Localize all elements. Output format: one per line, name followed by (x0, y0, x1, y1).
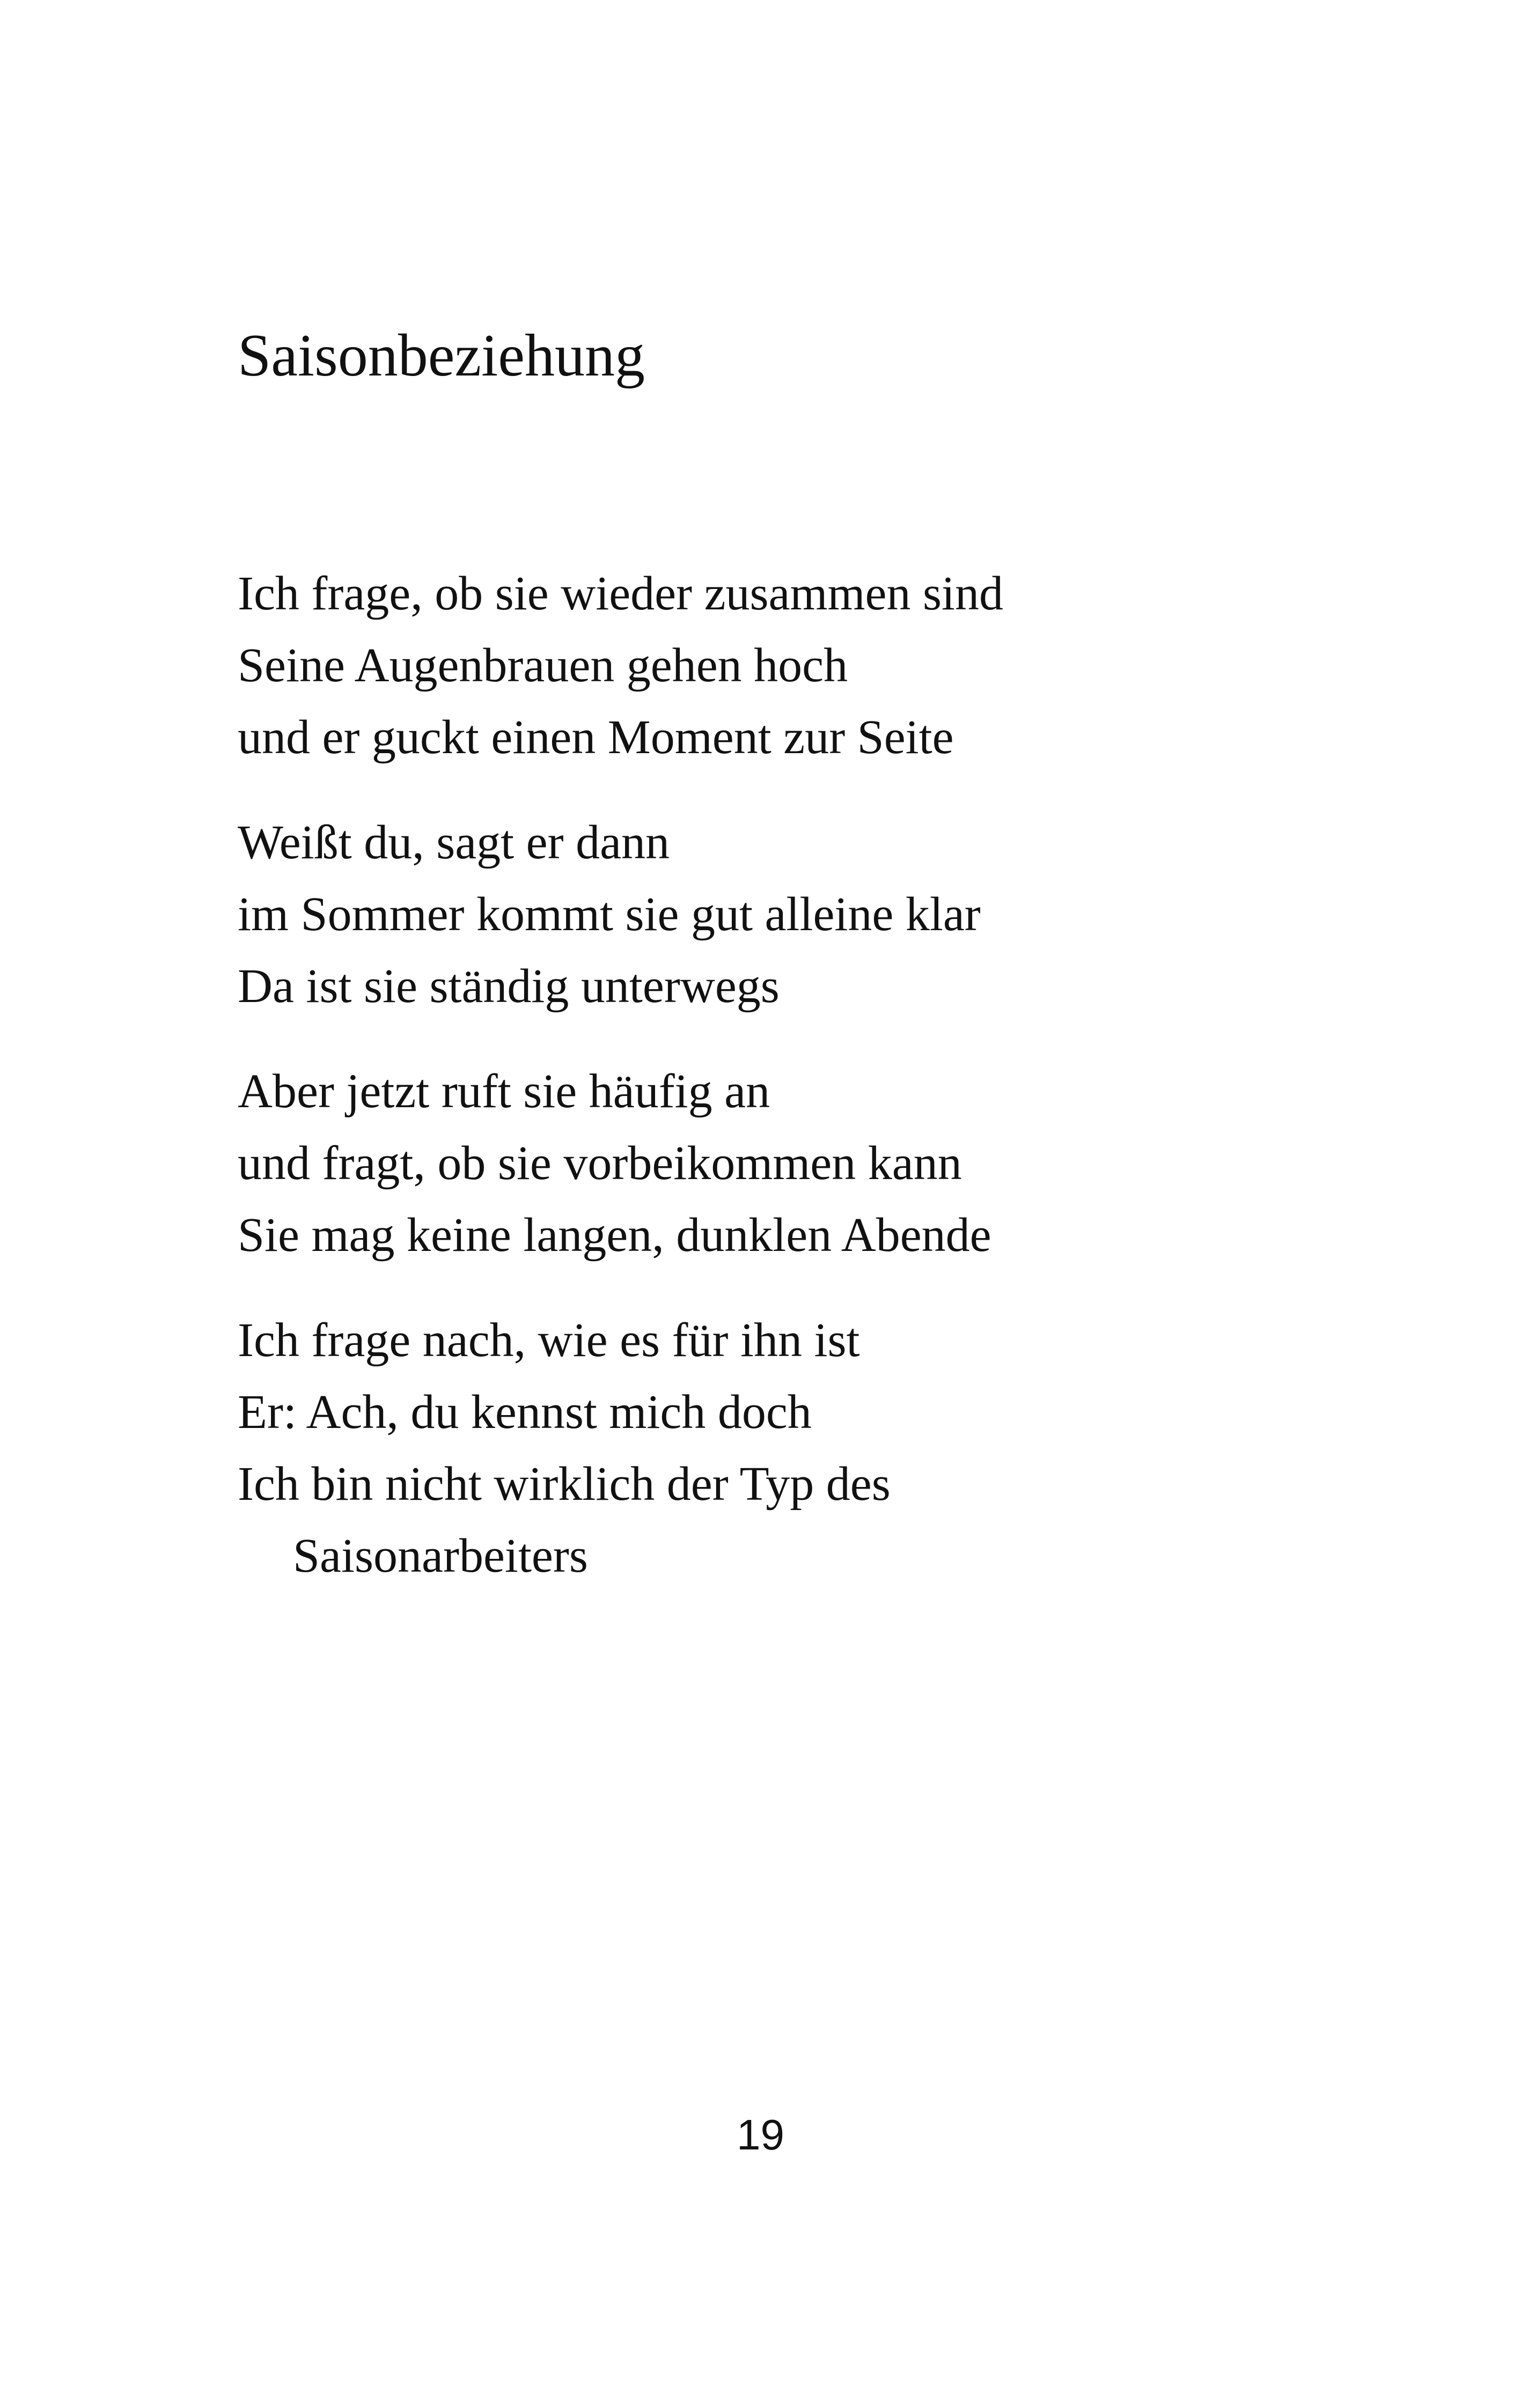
page-number: 19 (737, 2111, 784, 2159)
poem-line: Aber jetzt ruft sie häufig an (238, 1065, 770, 1118)
poem-line: Er: Ach, du kennst mich doch (238, 1386, 812, 1439)
poem-line-continuation: Saisonarbeiters (293, 1529, 588, 1582)
poem-body (238, 558, 1364, 1625)
stanza-4 (238, 1305, 1364, 1592)
poem-line: Ich frage, ob sie wieder zusammen sind (238, 567, 1003, 620)
poem-line: Weißt du, sagt er dann (238, 816, 670, 869)
poem-line: im Sommer kommt sie gut alleine klar (238, 888, 981, 941)
poem-line: und er guckt einen Moment zur Seite (238, 711, 954, 764)
stanza-3 (238, 1056, 1364, 1271)
stanza-1 (238, 558, 1364, 774)
poem-line: Ich frage nach, wie es für ihn ist (238, 1314, 860, 1367)
poem-line: und fragt, ob sie vorbeikommen kann (238, 1137, 962, 1190)
poem-line: Ich bin nicht wirklich der Typ des (238, 1457, 891, 1511)
poem-title: Saisonbeziehung (238, 322, 645, 389)
poem-line: Da ist sie ständig unterwegs (238, 960, 780, 1013)
poem-line: Sie mag keine langen, dunklen Abende (238, 1209, 991, 1262)
poem-line: Seine Augenbrauen gehen hoch (238, 639, 848, 692)
stanza-2 (238, 807, 1364, 1022)
